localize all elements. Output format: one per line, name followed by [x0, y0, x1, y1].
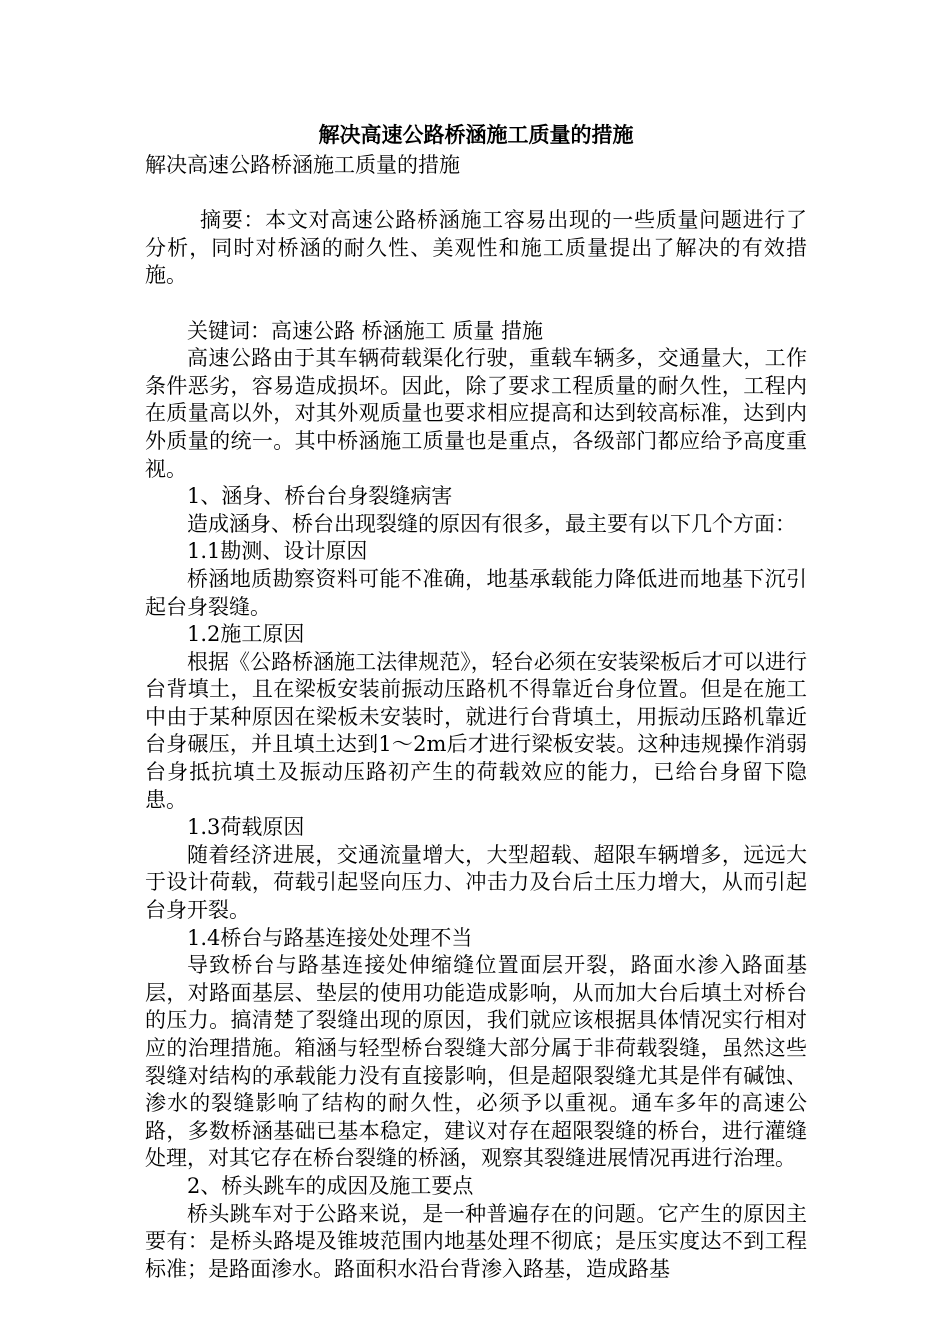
section-heading: 1、涵身、桥台台身裂缝病害	[187, 484, 453, 509]
document-title: 解决高速公路桥涵施工质量的措施	[318, 122, 634, 147]
paragraph: 桥头跳车对于公路来说，是一种普遍存在的问题。它产生的原因主要有：是桥头路堤及锥坡范围内地基处理不彻底；是压实度达不到工程标准；是路面渗水。路面积水沿台背渗入路基，造成路基	[145, 1201, 807, 1281]
subsection-heading: 1.1勘测、设计原因	[187, 539, 368, 564]
paragraph: 造成涵身、桥台出现裂缝的原因有很多，最主要有以下几个方面：	[187, 511, 796, 536]
subsection-heading: 1.3荷载原因	[187, 815, 305, 840]
paragraph: 导致桥台与路基连接处伸缩缝位置面层开裂，路面水渗入路面基层，对路面基层、垫层的使用功能造成影响，从而加大台后填土对桥台的压力。搞清楚了裂缝出现的原因，我们就应该根据具体情况实行相对应的治理措施。箱涵与轻型桥台裂缝大部分属于非荷载裂缝，虽然这些裂缝对结构的承载能力没有直接影响，但是超限裂缝尤其是伴有碱蚀、渗水的裂缝影响了结构的耐久性，必须予以重视。通车多年的高速公路，多数桥涵基础已基本稳定，建议对存在超限裂缝的桥台，进行灌缝处理，对其它存在桥台裂缝的桥涵，观察其裂缝进展情况再进行治理。	[145, 953, 807, 1171]
document-page	[145, 118, 807, 1283]
document-subtitle: 解决高速公路桥涵施工质量的措施	[145, 153, 460, 177]
abstract: 摘要：本文对高速公路桥涵施工容易出现的一些质量问题进行了分析，同时对桥涵的耐久性、美观性和施工质量提出了解决的有效措施。	[145, 208, 807, 288]
paragraph: 根据《公路桥涵施工法律规范》，轻台必须在安装梁板后才可以进行台背填土，且在梁板安装前振动压路机不得靠近台身位置。但是在施工中由于某种原因在梁板未安装时，就进行台背填土，用振动压路机靠近台身碾压，并且填土达到1～2m后才进行梁板安装。这种违规操作消弱台身抵抗填土及振动压路初产生的荷载效应的能力，已给台身留下隐患。	[145, 649, 807, 812]
spacer	[145, 180, 807, 208]
paragraph: 高速公路由于其车辆荷载渠化行驶，重载车辆多，交通量大，工作条件恶劣，容易造成损坏。因此，除了要求工程质量的耐久性，工程内在质量高以外，对其外观质量也要求相应提高和达到较高标准，达到内外质量的统一。其中桥涵施工质量也是重点，各级部门都应给予高度重视。	[145, 346, 807, 481]
keywords: 关键词：高速公路 桥涵施工 质量 措施	[187, 318, 544, 343]
section-heading: 2、桥头跳车的成因及施工要点	[187, 1173, 474, 1198]
subsection-heading: 1.4桥台与路基连接处处理不当	[187, 925, 473, 950]
paragraph: 随着经济进展，交通流量增大，大型超载、超限车辆增多，远远大于设计荷载，荷载引起竖向压力、冲击力及台后土压力增大，从而引起台身开裂。	[145, 842, 807, 923]
spacer	[145, 290, 807, 318]
paragraph: 桥涵地质勘察资料可能不准确，地基承载能力降低进而地基下沉引起台身裂缝。	[145, 566, 807, 619]
subsection-heading: 1.2施工原因	[187, 622, 305, 647]
